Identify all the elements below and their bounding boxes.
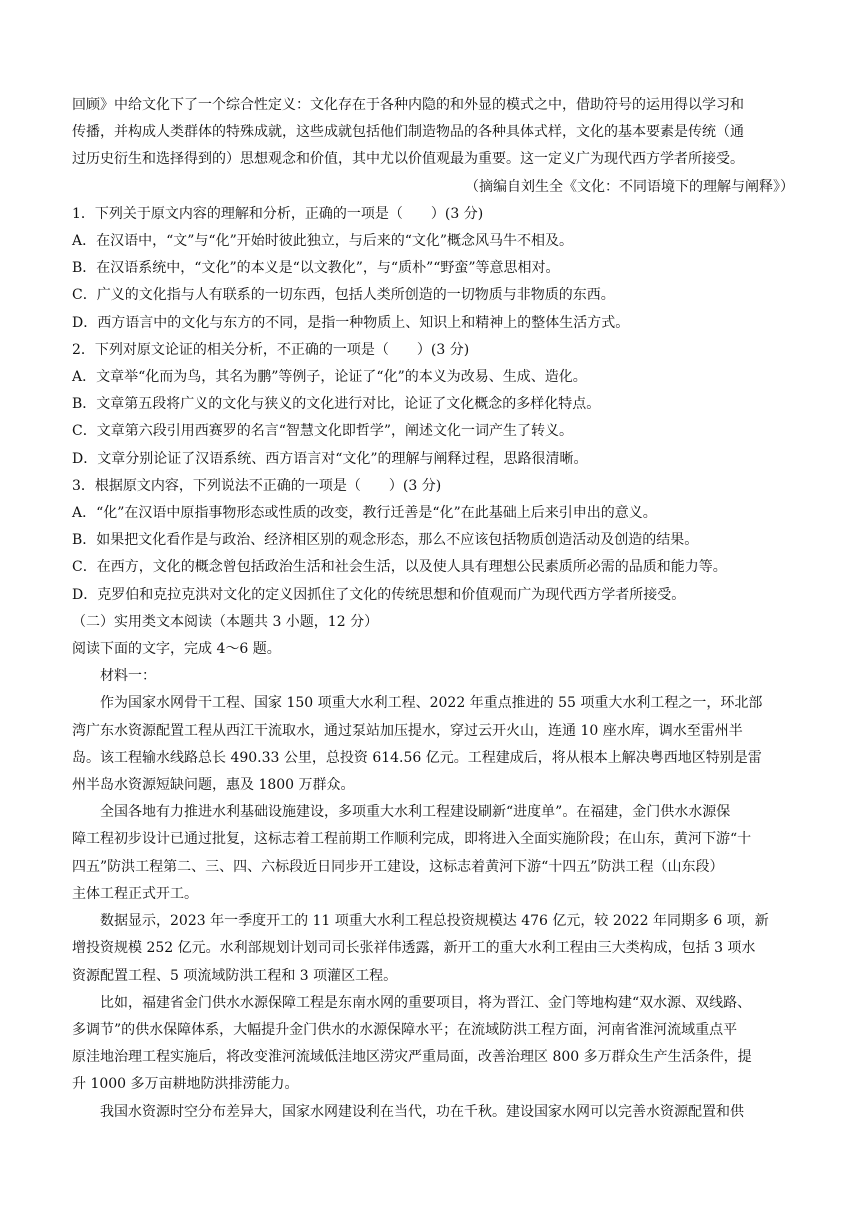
text-line: 升 1000 多万亩耕地防洪排涝能力。 — [72, 1076, 299, 1093]
text-line: 原洼地治理工程实施后，将改变淮河流域低洼地区涝灾严重局面，改善治理区 800 多万群众生产生活条件，提 — [72, 1049, 752, 1066]
text-line: 主体工程正式开工。 — [72, 885, 198, 902]
section-heading: （二）实用类文本阅读（本题共 3 小题，12 分） — [72, 613, 379, 630]
source-citation: （摘编自刘生全《文化：不同语境下的理解与阐释》） — [465, 178, 794, 195]
text-line: 回顾》中给文化下了一个综合性定义：文化存在于各种内隐的和外显的模式之中，借助符号的运用得以学习和 — [72, 97, 744, 113]
question-2: 2．下列对原文论证的相关分析，不正确的一项是（ ）(3 分) — [72, 341, 470, 358]
text-line: 作为国家水网骨干工程、国家 150 项重大水利工程、2022 年重点推进的 55 项重大水利工程之一，环北部 — [100, 695, 763, 712]
question-1: 1．下列关于原文内容的理解和分析，正确的一项是（ ）(3 分) — [72, 205, 484, 222]
text-line: 数据显示，2023 年一季度开工的 11 项重大水利工程总投资规模达 476 亿元，较 2022 年同期多 6 项，新 — [100, 913, 769, 930]
text-line: 全国各地有力推进水利基础设施建设，多项重大水利工程建设刷新“进度单”。在福建，金门供水水源保 — [100, 804, 731, 821]
text-line: 传播，并构成人类群体的特殊成就，这些成就包括他们制造物品的各种具体式样，文化的基本要素是传统（通 — [72, 124, 744, 141]
text-line: 比如，福建省金门供水水源保障工程是东南水网的重要项目，将为晋江、金门等地构建“双水源、双线路、 — [100, 994, 752, 1011]
option-2b: B．文章第五段将广义的文化与狭义的文化进行对比，论证了文化概念的多样化特点。 — [72, 396, 601, 413]
document-page — [72, 92, 794, 1126]
option-3d: D．克罗伯和克拉克洪对文化的定义因抓住了文化的传统思想和价值观而广为现代西方学者所接受。 — [72, 586, 686, 603]
option-1d: D．西方语言中的文化与东方的不同，是指一种物质上、知识上和精神上的整体生活方式。 — [72, 314, 630, 331]
text-line: 岛。该工程输水线路总长 490.33 公里，总投资 614.56 亿元。工程建成后，将从根本上解决粤西地区特别是雷 — [72, 749, 762, 766]
question-3: 3．根据原文内容，下列说法不正确的一项是（ ）(3 分) — [72, 477, 442, 494]
option-1c: C．广义的文化指与人有联系的一切东西，包括人类所创造的一切物质与非物质的东西。 — [72, 287, 615, 304]
instruction: 阅读下面的文字，完成 4～6 题。 — [72, 641, 281, 658]
text-line: 过历史衍生和选择得到的）思想观念和价值，其中尤以价值观最为重要。这一定义广为现代西方学者所接受。 — [72, 151, 744, 168]
text-line: 湾广东水资源配置工程从西江干流取水，通过泵站加压提水，穿过云开火山，连通 10 座水库，调水至雷州半 — [72, 722, 743, 739]
text-line: 资源配置工程、5 项流域防洪工程和 3 项灌区工程。 — [72, 967, 398, 984]
option-3a: A．“化”在汉语中原指事物形态或性质的改变，教行迁善是“化”在此基础上后来引申出的意义。 — [72, 505, 657, 522]
text-line: 障工程初步设计已通过批复，这标志着工程前期工作顺利完成，即将进入全面实施阶段；在山东，黄河下游“十 — [72, 831, 752, 848]
option-3b: B．如果把文化看作是与政治、经济相区别的观念形态，那么不应该包括物质创造活动及创造的结果。 — [72, 532, 699, 549]
option-3c: C．在西方，文化的概念曾包括政治生活和社会生活，以及使人具有理想公民素质所必需的品质和能力等。 — [72, 559, 727, 576]
option-2a: A．文章举“化而为鸟，其名为鹏”等例子，论证了“化”的本义为改易、生成、造化。 — [72, 369, 587, 386]
option-2c: C．文章第六段引用西赛罗的名言“智慧文化即哲学”，阐述文化一词产生了转义。 — [72, 423, 574, 440]
text-line: 增投资规模 252 亿元。水利部规划计划司司长张祥伟透露，新开工的重大水利工程由三大类构成，包括 3 项水 — [72, 940, 756, 957]
option-1b: B．在汉语系统中，“文化”的本义是“以文教化”，与“质朴”“野蛮”等意思相对。 — [72, 260, 560, 277]
text-line: 四五”防洪工程第二、三、四、六标段近日同步开工建设，这标志着黄河下游“十四五”防洪工程（山东段） — [72, 858, 724, 875]
text-line: 多调节”的供水保障体系，大幅提升金门供水的水源保障水平；在流域防洪工程方面，河南省淮河流域重点平 — [72, 1021, 738, 1038]
text-line: 我国水资源时空分布差异大，国家水网建设利在当代，功在千秋。建设国家水网可以完善水资源配置和供 — [100, 1103, 744, 1120]
text-line: 州半岛水资源短缺问题，惠及 1800 万群众。 — [72, 777, 355, 794]
material-label: 材料一： — [100, 668, 156, 685]
option-2d: D．文章分别论证了汉语系统、西方语言对“文化”的理解与阐释过程，思路很清晰。 — [72, 450, 588, 467]
option-1a: A．在汉语中，“文”与“化”开始时彼此独立，与后来的“文化”概念风马牛不相及。 — [72, 233, 574, 250]
